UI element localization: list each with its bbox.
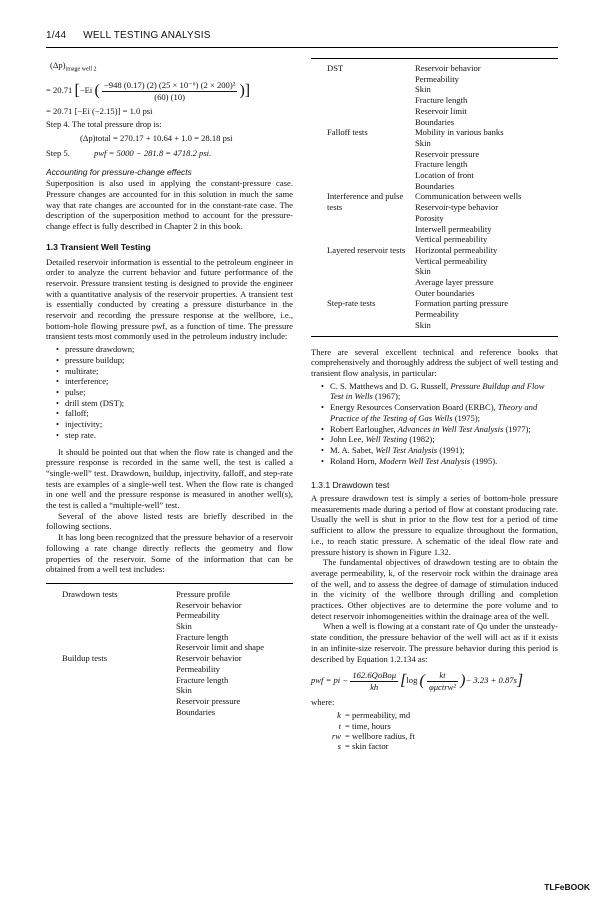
step-4-equation: (Δp)total = 270.17 + 10.64 + 1.0 = 28.18 psi	[80, 133, 233, 144]
well-test-table-right	[311, 58, 558, 337]
paragraph: The fundamental objectives of drawdown testing are to obtain the average permeability, k, of the reservoir rock within the drainage area of the well, and to assess the degree of damage of stimulation induced in the vicinity of the wellbore through drilling and completion practices. Other objectives are to determine the pore volume and to detect reservoir inhomogeneities within the drainage area of the well.	[311, 557, 558, 621]
table-row: DST Reservoir behavior Permeability Skin Fracture length Reservoir limit Boundaries	[327, 63, 481, 127]
paragraph: When a well is flowing at a constant rate of Qo under the unsteady-state condition, the pressure behavior of the well will act as if it exists in an infinite-size reservoir. The pressure behavior during this period is described by Equation 1.2.134 as:	[311, 621, 558, 664]
step-4: Step 4. The total pressure drop is:	[46, 118, 162, 129]
step-5: Step 5. pwf = 5000 − 281.8 = 4718.2 psi.	[46, 147, 212, 158]
definitions	[315, 710, 417, 751]
table-row: Layered reservoir tests Horizontal permeability Vertical permeability Skin Average layer pressure Outer boundaries	[327, 244, 498, 298]
well-test-table-left	[46, 583, 293, 717]
list-item: • Roland Horn, Modern Well Test Analysis (1995).	[321, 456, 558, 467]
chapter-title: WELL TESTING ANALYSIS	[83, 30, 211, 41]
paragraph: A pressure drawdown test is simply a series of bottom-hole pressure measurements made during a period of flow at constant producing rate. Usually the well is shut in prior to the flow test for a period of time sufficient to allow the pressure to equalize throughout the formation, i.e., to reach static pressure. A schematic of the ideal flow rate and pressure history is shown in Figure 1.32.	[311, 493, 558, 557]
ei-fraction: $\frac{\text{−948 (0.17) (2) (25 × 10⁻⁶) (2 × 200)²}}{(60) (10)}$	[103, 80, 236, 103]
left-column	[46, 60, 293, 717]
definition-row: k = permeability, md	[337, 710, 411, 721]
section-heading: 1.3 Transient Well Testing	[46, 241, 151, 252]
table-row: Interference and pulse tests Communication between wells Reservoir-type behavior Porosity Interwell permeability Vertical permeability	[327, 191, 522, 245]
table-row: Falloff tests Mobility in various banks Skin Reservoir pressure Fracture length Location of front Boundaries	[327, 127, 504, 191]
reference-list	[311, 381, 558, 467]
paragraph: Detailed reservoir information is essential to the petroleum engineer in order to analyze the current behavior and future performance of the reservoir. Pressure transient testing is designed to provide the engineer with a quantitative analysis of the reservoir properties. A transient test is essentially conducted by creating a pressure disturbance in the reservoir and recording the pressure response at the wellbore, i.e., bottom-hole flowing pressure pwf, as a function of time. The pressure transient tests most commonly used in the petroleum industry include:	[46, 256, 293, 342]
page-number: 1/44	[46, 30, 67, 41]
paragraph: Several of the above listed tests are briefly described in the following sections.	[46, 510, 293, 532]
definition-row: t = time, hours	[338, 720, 391, 731]
equation-ei: = 20.71 [−Ei ( $\frac{\text{−948 (0.17) (2) (25 × 10⁻⁶) (2 × 200)²}}{(60) (10)}$ )]	[46, 80, 251, 103]
paragraph: It has long been recognized that the pressure behavior of a reservoir following a rate change directly reflects the geometry and flow properties of the reservoir. Some of the information that can be obtained from a well test includes:	[46, 532, 293, 575]
list-item: • C. S. Matthews and D. G. Russell, Pressure Buildup and Flow Test in Wells (1967);	[321, 381, 558, 402]
definition-row: s = skin factor	[337, 740, 389, 751]
equation-label: $(\Delta p)_{image well 2}$	[50, 60, 97, 73]
list-item: • M. A. Sabet, Well Test Analysis (1991);	[321, 445, 558, 456]
paragraph: Superposition is also used in applying the constant-pressure case. Pressure changes are accounted for in this solution in much the same way that rate changes are accounted for in the constant-rate case. The description of the superposition method to account for the pressure-change effect is fully described in Chapter 2 in this book.	[46, 178, 293, 232]
list-item: • pressure drawdown;	[56, 344, 293, 355]
paragraph: There are several excellent technical and reference books that comprehensively and thoroughly address the subject of well testing and transient flow analysis, in particular:	[311, 346, 558, 378]
list-item: • interference;	[56, 376, 293, 387]
where-label: where:	[311, 696, 335, 707]
list-item: • injectivity;	[56, 419, 293, 430]
running-header	[46, 30, 558, 46]
list-item: • pressure buildup;	[56, 355, 293, 366]
list-item: • drill stem (DST);	[56, 398, 293, 409]
drawdown-equation: pwf = pi − $\frac{\text{162.6QoBoμ}}{kh}$ [log ( $\frac{kt}{\text{φμctrw²}}$ )− 3.23 + 0.87s]	[311, 670, 524, 692]
footer-watermark: TLFeBOOK	[544, 882, 590, 892]
list-item: • Energy Resources Conservation Board (ERBC), Theory and Practice of the Testing of Gas Wells (1975);	[321, 402, 558, 423]
table-row: Drawdown tests Pressure profile Reservoir behavior Permeability Skin Fracture length Reservoir limit and shape	[62, 588, 265, 653]
list-item: • falloff;	[56, 408, 293, 419]
subsection-heading: Accounting for pressure-change effects	[46, 166, 192, 177]
header-rule	[46, 47, 558, 48]
test-list	[46, 344, 293, 440]
paragraph: It should be pointed out that when the flow rate is changed and the pressure response is recorded in the same well, the test is called a “single-well” test. Drawdown, buildup, injectivity, falloff, and step-rate tests are examples of a single-well test. When the flow rate is changed in one well and the pressure response is measured in another well(s), the test is called a “multiple-well” test.	[46, 446, 293, 511]
definition-row: rw = wellbore radius, ft	[331, 730, 415, 741]
table-row: Step-rate tests Formation parting pressure Permeability Skin	[327, 298, 509, 330]
list-item: • Robert Earlougher, Advances in Well Test Analysis (1977);	[321, 424, 558, 435]
right-column	[311, 58, 558, 751]
subsection-heading: 1.3.1 Drawdown test	[311, 480, 390, 491]
equation-result: = 20.71 [−Ei (−2.15)] = 1.0 psi	[46, 105, 153, 116]
list-item: • multirate;	[56, 366, 293, 377]
list-item: • John Lee, Well Testing (1982);	[321, 434, 558, 445]
table-row: Buildup tests Reservoir behavior Permeability Fracture length Skin Reservoir pressure Boundaries	[62, 653, 242, 717]
list-item: • step rate.	[56, 430, 293, 441]
list-item: • pulse;	[56, 387, 293, 398]
